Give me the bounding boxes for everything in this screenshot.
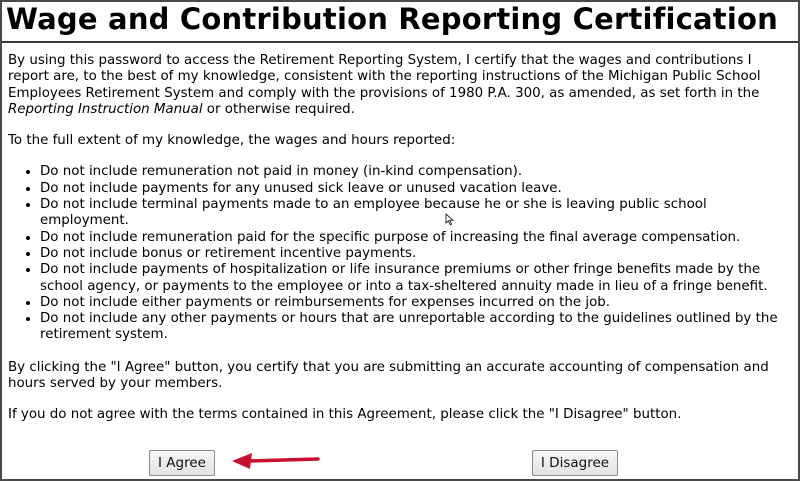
intro-text: By using this password to access the Retirement Reporting System, I certify that the wages and contributions I report are, to the best of my knowledge, consistent with the reporting instructions of the Michigan Public School Employees Retirement System and comply with the provisions of 1980 P.A. 300, as amended, as set forth in the (8, 53, 761, 101)
list-item: • Do not include any other payments or hours that are unreportable according to the guidelines outlined by the retirement system. (40, 311, 794, 344)
intro-paragraph (8, 53, 794, 118)
list-item: • Do not include either payments or reimbursements for expenses incurred on the job. (40, 295, 794, 311)
list-item: • Do not include payments of hospitalization or life insurance premiums or other fringe benefits made by the school agency, or payments to the employee or into a tax-sheltered annuity made in lieu of a fringe benefit. (40, 262, 794, 295)
exclusion-list (8, 164, 794, 343)
mouse-pointer-icon (445, 213, 454, 226)
list-item: • Do not include remuneration not paid in money (in-kind compensation). (40, 164, 794, 180)
title-divider (2, 41, 798, 43)
intro-text-end: or otherwise required. (202, 101, 355, 117)
manual-title: Reporting Instruction Manual (8, 101, 203, 117)
disagree-paragraph: If you do not agree with the terms contained in this Agreement, please click the "I Disagree" button. (8, 407, 682, 423)
agree-paragraph: By clicking the "I Agree" button, you certify that you are submitting an accurate accounting of compensation and hours served by your members. (8, 359, 769, 392)
list-item: • Do not include terminal payments made to an employee because he or she is leaving public school employment. (40, 197, 794, 230)
list-item: • Do not include payments for any unused sick leave or unused vacation leave. (40, 181, 794, 197)
list-item: • Do not include remuneration paid for the specific purpose of increasing the final average compensation. (40, 230, 794, 246)
page-title: Wage and Contribution Reporting Certification (6, 2, 778, 36)
disagree-button[interactable]: I Disagree (532, 450, 618, 476)
list-intro: To the full extent of my knowledge, the wages and hours reported: (8, 133, 456, 149)
certification-body (8, 53, 794, 439)
agree-button[interactable]: I Agree (149, 450, 215, 476)
arrow-left-icon (228, 452, 324, 470)
list-item: • Do not include bonus or retirement incentive payments. (40, 246, 794, 262)
